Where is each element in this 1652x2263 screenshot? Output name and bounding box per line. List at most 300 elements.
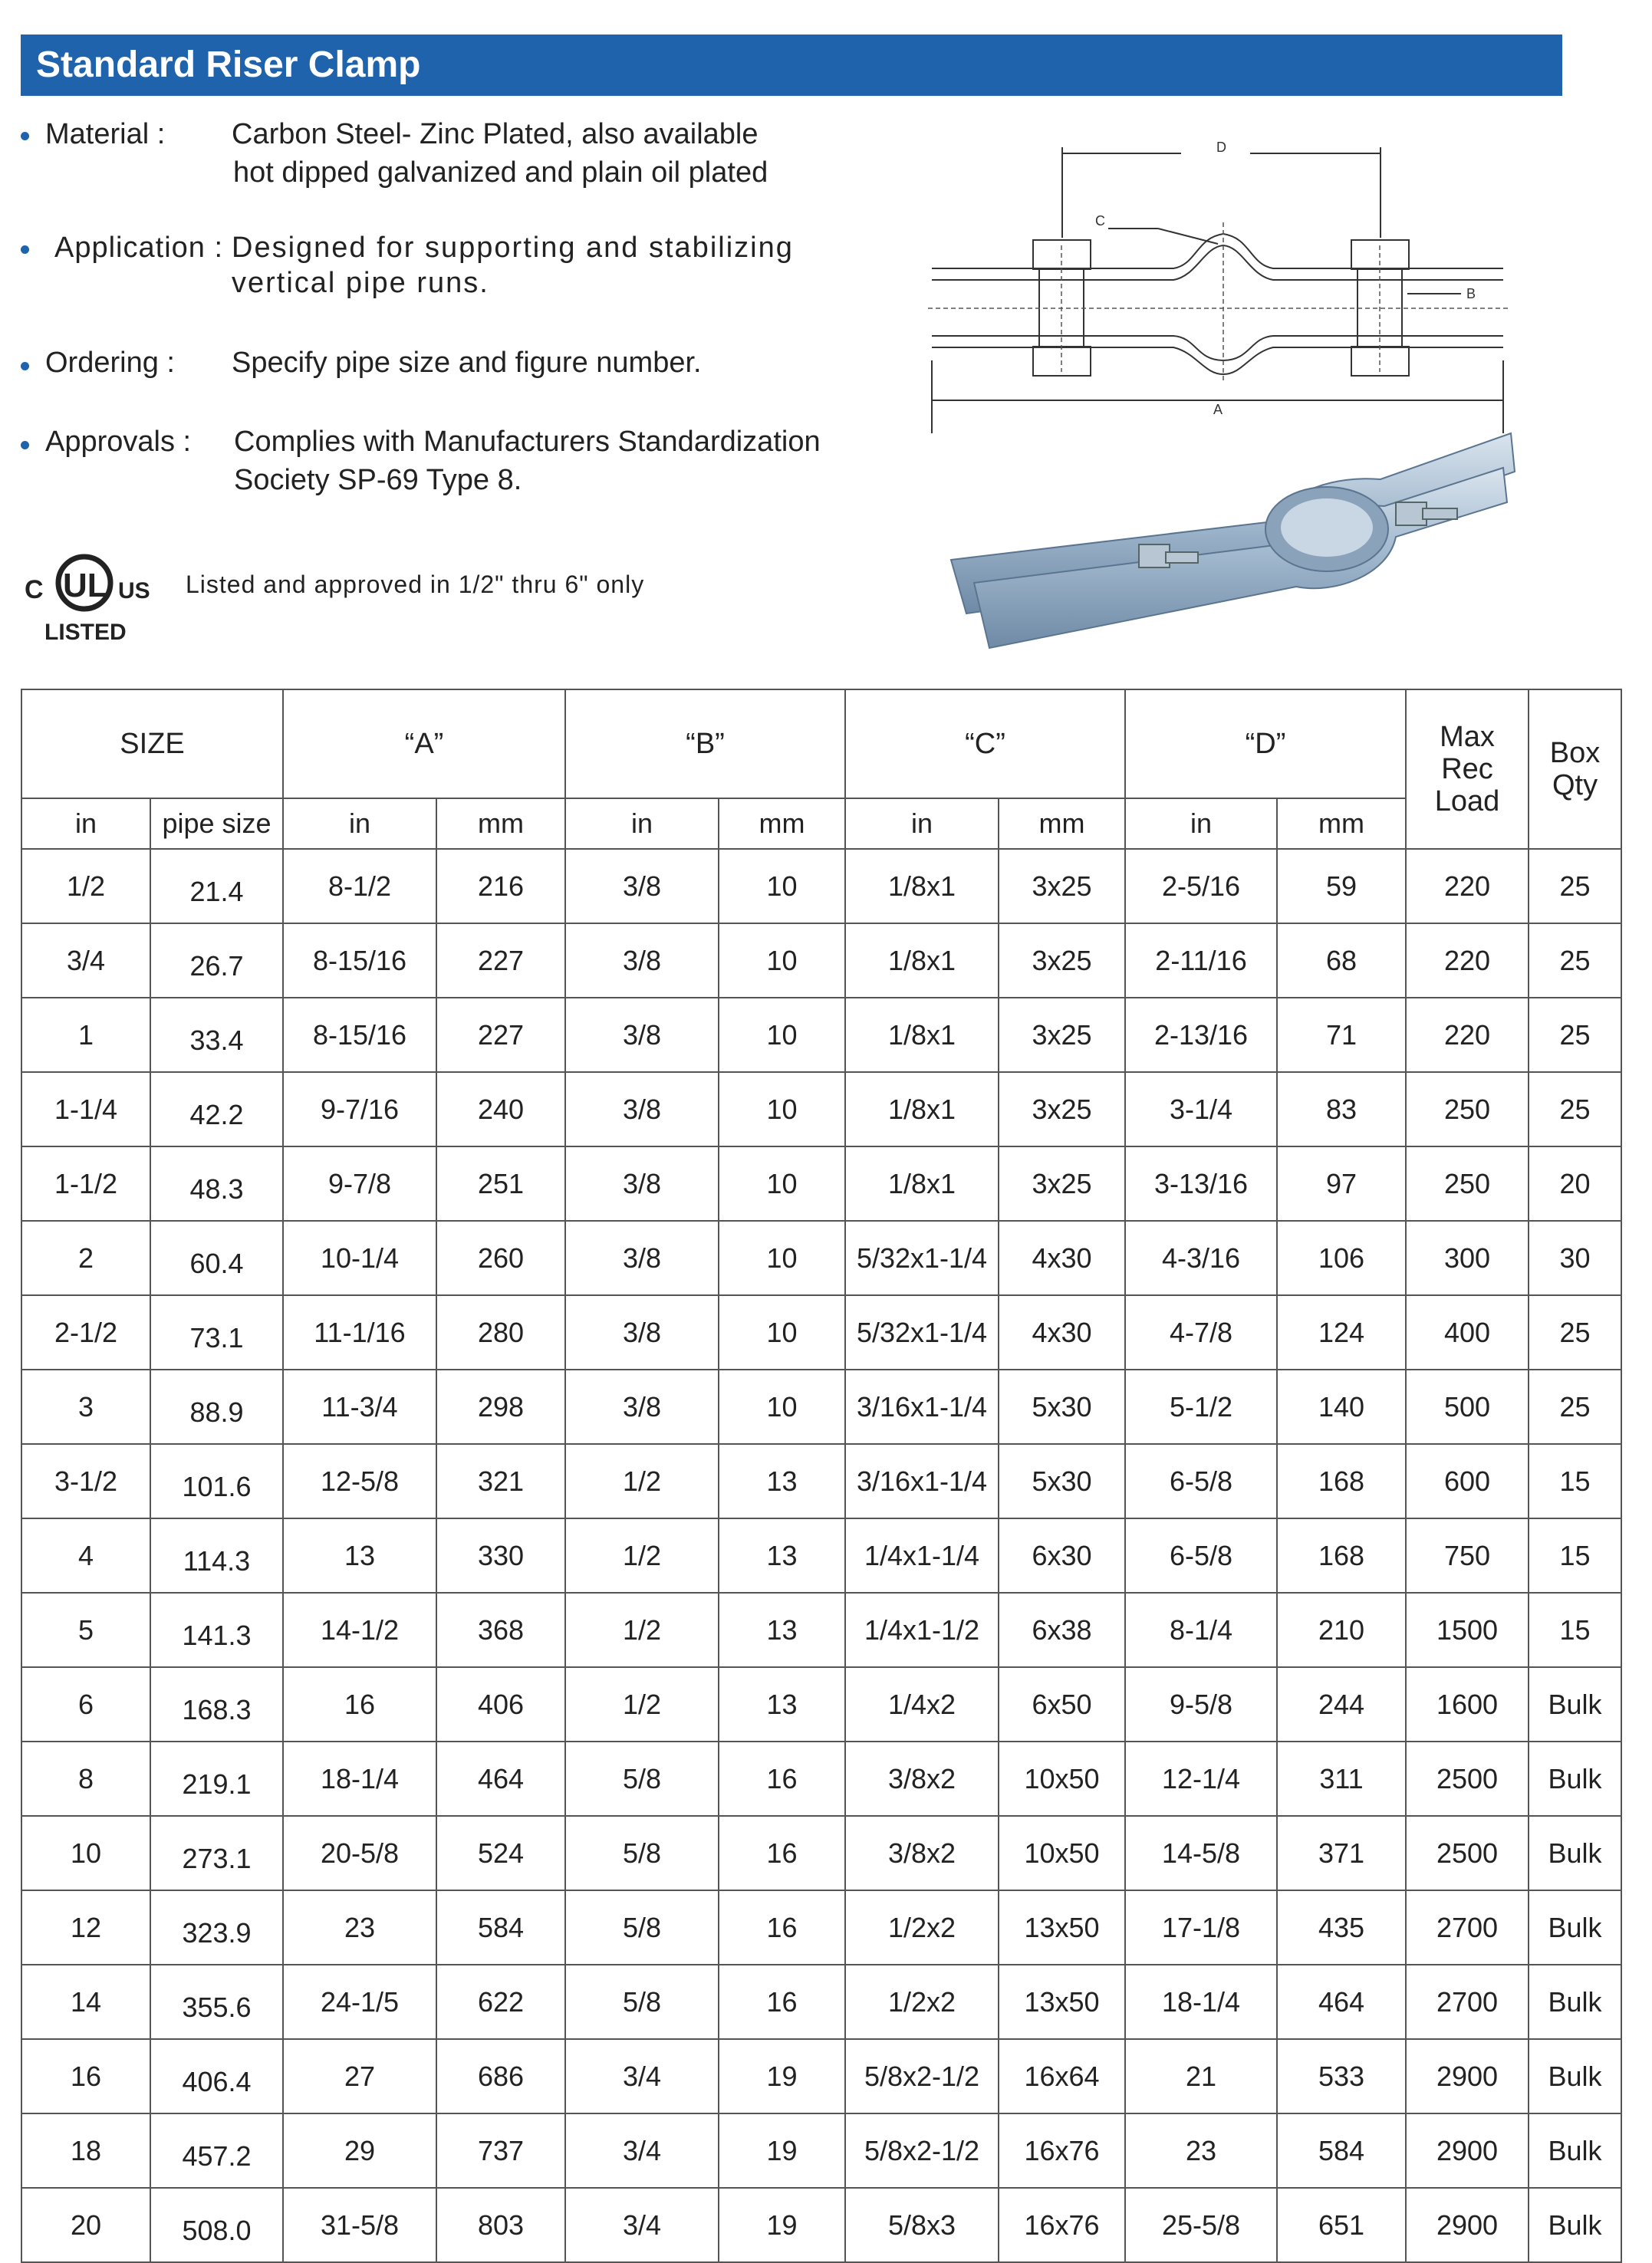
table-cell: 464	[436, 1742, 565, 1816]
table-cell: 97	[1277, 1146, 1406, 1221]
table-row	[21, 1593, 1621, 1667]
table-cell: 4-3/16	[1125, 1221, 1277, 1295]
table-row	[21, 1742, 1621, 1816]
table-cell: 1/8x1	[845, 849, 999, 923]
table-cell: 13	[719, 1444, 845, 1518]
table-cell: 8-1/2	[283, 849, 436, 923]
header-rec-line: Rec	[1441, 753, 1493, 785]
table-cell: 5/32x1-1/4	[845, 1221, 999, 1295]
table-cell: 16	[719, 1890, 845, 1965]
table-cell: 210	[1277, 1593, 1406, 1667]
table-cell: 10	[719, 849, 845, 923]
table-cell: 16	[719, 1816, 845, 1890]
table-cell: Bulk	[1529, 1816, 1621, 1890]
table-cell: 25	[1529, 998, 1621, 1072]
table-cell: 1/4x2	[845, 1667, 999, 1742]
table-row	[21, 1518, 1621, 1593]
spec-value-line: hot dipped galvanized and plain oil plated	[233, 156, 768, 189]
table-cell: 25	[1529, 1295, 1621, 1370]
table-cell: 5/8x3	[845, 2188, 999, 2262]
table-cell: 406.4	[150, 2039, 283, 2113]
table-cell: 3/8	[565, 1146, 719, 1221]
table-cell: 13x50	[999, 1965, 1125, 2039]
table-cell: 20	[21, 2188, 150, 2262]
table-cell: 371	[1277, 1816, 1406, 1890]
riser-clamp-spec-table	[21, 689, 1622, 2263]
table-cell: 4	[21, 1518, 150, 1593]
table-cell: 8-15/16	[283, 998, 436, 1072]
table-cell: 15	[1529, 1593, 1621, 1667]
table-cell: 48.3	[150, 1146, 283, 1221]
subheader-in: in	[21, 798, 150, 849]
table-cell: 25	[1529, 1072, 1621, 1146]
table-cell: 73.1	[150, 1295, 283, 1370]
spec-value-line: Complies with Manufacturers Standardization	[234, 426, 821, 458]
table-cell: 10x50	[999, 1816, 1125, 1890]
table-cell: 220	[1406, 923, 1529, 998]
subheader-in: in	[845, 798, 999, 849]
table-cell: 13	[719, 1593, 845, 1667]
table-cell: 5	[21, 1593, 150, 1667]
table-cell: 464	[1277, 1965, 1406, 2039]
spec-value-line: vertical pipe runs.	[232, 267, 489, 299]
table-row	[21, 849, 1621, 923]
table-cell: 5x30	[999, 1370, 1125, 1444]
table-cell: 2900	[1406, 2039, 1529, 2113]
table-cell: 14-5/8	[1125, 1816, 1277, 1890]
table-cell: 355.6	[150, 1965, 283, 2039]
header-max-line: Max	[1440, 721, 1495, 753]
table-cell: 10x50	[999, 1742, 1125, 1816]
table-cell: 3-13/16	[1125, 1146, 1277, 1221]
table-cell: 220	[1406, 998, 1529, 1072]
header-a: “A”	[283, 689, 565, 798]
table-cell: 6-5/8	[1125, 1518, 1277, 1593]
table-cell: 2	[21, 1221, 150, 1295]
label-d: D	[1216, 140, 1226, 155]
header-b: “B”	[565, 689, 845, 798]
table-cell: 20-5/8	[283, 1816, 436, 1890]
table-cell: 25-5/8	[1125, 2188, 1277, 2262]
table-cell: 686	[436, 2039, 565, 2113]
table-cell: 19	[719, 2113, 845, 2188]
table-cell: 584	[1277, 2113, 1406, 2188]
table-cell: 227	[436, 998, 565, 1072]
table-cell: 24-1/5	[283, 1965, 436, 2039]
table-cell: 33.4	[150, 998, 283, 1072]
table-cell: 3/8x2	[845, 1816, 999, 1890]
table-cell: 16x76	[999, 2188, 1125, 2262]
table-cell: 6x30	[999, 1518, 1125, 1593]
table-cell: 18-1/4	[283, 1742, 436, 1816]
table-cell: 298	[436, 1370, 565, 1444]
table-cell: 1/8x1	[845, 1146, 999, 1221]
table-cell: 13	[719, 1518, 845, 1593]
table-cell: 3/4	[565, 2188, 719, 2262]
table-cell: 1600	[1406, 1667, 1529, 1742]
table-cell: 21.4	[150, 849, 283, 923]
subheader-in: in	[565, 798, 719, 849]
table-cell: 260	[436, 1221, 565, 1295]
table-cell: 10	[719, 1370, 845, 1444]
table-cell: 59	[1277, 849, 1406, 923]
table-cell: 5-1/2	[1125, 1370, 1277, 1444]
table-cell: 10	[719, 923, 845, 998]
table-cell: 3/4	[565, 2039, 719, 2113]
table-cell: 3/8	[565, 1370, 719, 1444]
table-cell: 29	[283, 2113, 436, 2188]
table-cell: 737	[436, 2113, 565, 2188]
table-cell: 5/8x2-1/2	[845, 2039, 999, 2113]
table-cell: 651	[1277, 2188, 1406, 2262]
table-cell: 1/2x2	[845, 1890, 999, 1965]
table-cell: 524	[436, 1816, 565, 1890]
table-cell: 3	[21, 1370, 150, 1444]
table-cell: 10	[719, 998, 845, 1072]
table-cell: 227	[436, 923, 565, 998]
table-cell: 250	[1406, 1072, 1529, 1146]
subheader-mm: mm	[436, 798, 565, 849]
table-cell: 3/8	[565, 923, 719, 998]
table-cell: 8-1/4	[1125, 1593, 1277, 1667]
table-cell: 216	[436, 849, 565, 923]
table-cell: 5/8	[565, 1965, 719, 2039]
clamp-dimension-diagram	[920, 130, 1519, 437]
table-cell: 31-5/8	[283, 2188, 436, 2262]
ul-listed-text: LISTED	[44, 620, 127, 645]
subheader-mm: mm	[999, 798, 1125, 849]
table-cell: 9-5/8	[1125, 1667, 1277, 1742]
table-cell: 508.0	[150, 2188, 283, 2262]
table-row	[21, 1221, 1621, 1295]
table-cell: 168	[1277, 1444, 1406, 1518]
table-cell: 42.2	[150, 1072, 283, 1146]
table-cell: 14-1/2	[283, 1593, 436, 1667]
table-row	[21, 1072, 1621, 1146]
table-cell: 20	[1529, 1146, 1621, 1221]
table-cell: 4x30	[999, 1221, 1125, 1295]
table-cell: 5/32x1-1/4	[845, 1295, 999, 1370]
table-cell: 10	[719, 1072, 845, 1146]
table-cell: 18-1/4	[1125, 1965, 1277, 2039]
title-bar	[21, 35, 1562, 96]
table-cell: 13x50	[999, 1890, 1125, 1965]
table-cell: 457.2	[150, 2113, 283, 2188]
table-cell: 273.1	[150, 1816, 283, 1890]
table-cell: 330	[436, 1518, 565, 1593]
table-cell: 3/8	[565, 1221, 719, 1295]
table-cell: 1/2	[565, 1593, 719, 1667]
table-row	[21, 1295, 1621, 1370]
table-cell: 1-1/2	[21, 1146, 150, 1221]
table-cell: 21	[1125, 2039, 1277, 2113]
table-cell: 3/8	[565, 849, 719, 923]
table-cell: 406	[436, 1667, 565, 1742]
table-cell: 10	[21, 1816, 150, 1890]
table-cell: 10	[719, 1221, 845, 1295]
table-cell: 280	[436, 1295, 565, 1370]
table-cell: 3-1/4	[1125, 1072, 1277, 1146]
table-cell: 1/2	[565, 1667, 719, 1742]
spec-value-line: Specify pipe size and figure number.	[232, 347, 702, 379]
table-cell: 114.3	[150, 1518, 283, 1593]
label-b: B	[1466, 286, 1476, 301]
table-body	[21, 849, 1621, 2262]
spec-label: Approvals :	[45, 426, 192, 458]
table-cell: 1/4x1-1/4	[845, 1518, 999, 1593]
spec-label: Ordering :	[45, 347, 175, 379]
table-cell: 3/4	[565, 2113, 719, 2188]
table-cell: 6-5/8	[1125, 1444, 1277, 1518]
header-d: “D”	[1125, 689, 1406, 798]
header-qty-line: Qty	[1552, 769, 1598, 801]
ul-ul-text: UL	[63, 567, 108, 604]
table-cell: 3x25	[999, 923, 1125, 998]
subheader-in: in	[283, 798, 436, 849]
table-cell: 1/8x1	[845, 998, 999, 1072]
table-cell: 3/8x2	[845, 1742, 999, 1816]
bullet-icon	[21, 132, 29, 140]
table-cell: 83	[1277, 1072, 1406, 1146]
table-cell: 88.9	[150, 1370, 283, 1444]
table-cell: 3/16x1-1/4	[845, 1444, 999, 1518]
table-cell: 803	[436, 2188, 565, 2262]
table-cell: 30	[1529, 1221, 1621, 1295]
table-cell: 68	[1277, 923, 1406, 998]
header-load-line: Load	[1434, 785, 1500, 817]
page-title: Standard Riser Clamp	[36, 44, 421, 85]
table-row	[21, 1890, 1621, 1965]
table-cell: 3x25	[999, 1146, 1125, 1221]
bullet-icon	[21, 245, 29, 254]
table-cell: 6x38	[999, 1593, 1125, 1667]
table-cell: 2500	[1406, 1816, 1529, 1890]
table-cell: Bulk	[1529, 2113, 1621, 2188]
table-cell: 2-11/16	[1125, 923, 1277, 998]
table-cell: 3/16x1-1/4	[845, 1370, 999, 1444]
table-cell: 600	[1406, 1444, 1529, 1518]
table-cell: 3/8	[565, 1295, 719, 1370]
table-cell: 2700	[1406, 1965, 1529, 2039]
table-cell: 9-7/8	[283, 1146, 436, 1221]
table-cell: 2500	[1406, 1742, 1529, 1816]
table-cell: 2700	[1406, 1890, 1529, 1965]
table-row	[21, 2039, 1621, 2113]
spec-label: Material :	[45, 118, 166, 150]
bullet-icon	[21, 362, 29, 370]
spec-value-line: Carbon Steel- Zinc Plated, also available	[232, 118, 759, 150]
table-cell: 12-5/8	[283, 1444, 436, 1518]
table-cell: 240	[436, 1072, 565, 1146]
table-cell: 244	[1277, 1667, 1406, 1742]
table-cell: 219.1	[150, 1742, 283, 1816]
table-cell: 18	[21, 2113, 150, 2188]
table-cell: 3/8	[565, 998, 719, 1072]
spec-value-line: Designed for supporting and stabilizing	[232, 232, 794, 264]
table-cell: 1/2	[565, 1518, 719, 1593]
table-cell: 23	[283, 1890, 436, 1965]
table-cell: 584	[436, 1890, 565, 1965]
table-cell: 16x76	[999, 2113, 1125, 2188]
table-cell: 1/4x1-1/2	[845, 1593, 999, 1667]
table-cell: 2900	[1406, 2188, 1529, 2262]
table-cell: 400	[1406, 1295, 1529, 1370]
table-cell: 140	[1277, 1370, 1406, 1444]
ul-note: Listed and approved in 1/2" thru 6" only	[186, 571, 645, 598]
table-cell: 10	[719, 1295, 845, 1370]
table-cell: 1500	[1406, 1593, 1529, 1667]
table-cell: 6	[21, 1667, 150, 1742]
table-cell: 27	[283, 2039, 436, 2113]
table-cell: 8-15/16	[283, 923, 436, 998]
table-cell: 251	[436, 1146, 565, 1221]
table-cell: 11-3/4	[283, 1370, 436, 1444]
header-max-rec-load	[1406, 689, 1529, 849]
table-cell: 1/2x2	[845, 1965, 999, 2039]
table-cell: 16	[719, 1742, 845, 1816]
riser-clamp-picture	[936, 429, 1519, 659]
table-cell: 26.7	[150, 923, 283, 998]
table-cell: 14	[21, 1965, 150, 2039]
table-cell: 5/8x2-1/2	[845, 2113, 999, 2188]
table-cell: 101.6	[150, 1444, 283, 1518]
table-cell: Bulk	[1529, 1965, 1621, 2039]
table-cell: 2900	[1406, 2113, 1529, 2188]
table-cell: 124	[1277, 1295, 1406, 1370]
ul-c-text: C	[25, 575, 44, 604]
table-cell: 12-1/4	[1125, 1742, 1277, 1816]
table-cell: 6x50	[999, 1667, 1125, 1742]
table-cell: 25	[1529, 849, 1621, 923]
table-row	[21, 923, 1621, 998]
table-row	[21, 1667, 1621, 1742]
subheader-in: in	[1125, 798, 1277, 849]
table-cell: 1/2	[21, 849, 150, 923]
table-row	[21, 2113, 1621, 2188]
table-cell: 4x30	[999, 1295, 1125, 1370]
table-cell: 16	[283, 1667, 436, 1742]
table-cell: 23	[1125, 2113, 1277, 2188]
table-cell: 5/8	[565, 1890, 719, 1965]
table-cell: 19	[719, 2039, 845, 2113]
table-row	[21, 998, 1621, 1072]
table-cell: 1	[21, 998, 150, 1072]
table-cell: 2-13/16	[1125, 998, 1277, 1072]
table-cell: 1/2	[565, 1444, 719, 1518]
table-cell: Bulk	[1529, 2188, 1621, 2262]
table-cell: 323.9	[150, 1890, 283, 1965]
subheader-mm: mm	[719, 798, 845, 849]
table-cell: 60.4	[150, 1221, 283, 1295]
table-cell: 16x64	[999, 2039, 1125, 2113]
table-cell: 15	[1529, 1518, 1621, 1593]
table-cell: Bulk	[1529, 2039, 1621, 2113]
table-cell: 10	[719, 1146, 845, 1221]
table-cell: 533	[1277, 2039, 1406, 2113]
table-cell: 9-7/16	[283, 1072, 436, 1146]
table-cell: 71	[1277, 998, 1406, 1072]
table-cell: Bulk	[1529, 1890, 1621, 1965]
table-cell: 750	[1406, 1518, 1529, 1593]
table-cell: 17-1/8	[1125, 1890, 1277, 1965]
label-c: C	[1095, 213, 1105, 229]
table-cell: 10-1/4	[283, 1221, 436, 1295]
table-cell: 25	[1529, 923, 1621, 998]
spec-label: Application :	[54, 232, 224, 264]
header-size: SIZE	[21, 689, 283, 798]
table-cell: 4-7/8	[1125, 1295, 1277, 1370]
bullet-icon	[21, 441, 29, 449]
table-cell: 19	[719, 2188, 845, 2262]
table-cell: 2-5/16	[1125, 849, 1277, 923]
table-cell: 11-1/16	[283, 1295, 436, 1370]
header-box-line: Box	[1549, 737, 1601, 769]
table-cell: 622	[436, 1965, 565, 2039]
table-cell: 1-1/4	[21, 1072, 150, 1146]
table-cell: 12	[21, 1890, 150, 1965]
table-cell: 3x25	[999, 849, 1125, 923]
table-cell: 3/4	[21, 923, 150, 998]
table-cell: 500	[1406, 1370, 1529, 1444]
table-cell: 16	[719, 1965, 845, 2039]
table-cell: 3x25	[999, 1072, 1125, 1146]
table-cell: 311	[1277, 1742, 1406, 1816]
table-cell: 13	[719, 1667, 845, 1742]
subheader-mm: mm	[1277, 798, 1406, 849]
table-cell: 3-1/2	[21, 1444, 150, 1518]
table-cell: Bulk	[1529, 1742, 1621, 1816]
table-row	[21, 1370, 1621, 1444]
table-cell: 1/8x1	[845, 1072, 999, 1146]
label-a: A	[1213, 402, 1223, 417]
table-cell: 13	[283, 1518, 436, 1593]
subheader-pipe-size: pipe size	[150, 798, 283, 849]
table-cell: 16	[21, 2039, 150, 2113]
table-cell: 368	[436, 1593, 565, 1667]
table-cell: 435	[1277, 1890, 1406, 1965]
table-cell: 106	[1277, 1221, 1406, 1295]
ul-listed-logo	[23, 546, 153, 646]
table-cell: 3/8	[565, 1072, 719, 1146]
table-cell: 250	[1406, 1146, 1529, 1221]
table-row	[21, 2188, 1621, 2262]
table-cell: 2-1/2	[21, 1295, 150, 1370]
table-cell: 8	[21, 1742, 150, 1816]
table-cell: 1/8x1	[845, 923, 999, 998]
table-cell: 3x25	[999, 998, 1125, 1072]
spec-value-line: Society SP-69 Type 8.	[234, 464, 522, 496]
table-cell: 5/8	[565, 1742, 719, 1816]
table-cell: 5x30	[999, 1444, 1125, 1518]
table-row	[21, 1444, 1621, 1518]
header-c: “C”	[845, 689, 1125, 798]
table-cell: 321	[436, 1444, 565, 1518]
table-cell: 220	[1406, 849, 1529, 923]
table-cell: 141.3	[150, 1593, 283, 1667]
table-cell: 25	[1529, 1370, 1621, 1444]
table-row	[21, 1816, 1621, 1890]
ul-us-text: US	[118, 578, 150, 604]
table-cell: 15	[1529, 1444, 1621, 1518]
table-cell: 168	[1277, 1518, 1406, 1593]
table-cell: 300	[1406, 1221, 1529, 1295]
table-row	[21, 1965, 1621, 2039]
header-box-qty	[1529, 689, 1621, 849]
table-cell: 5/8	[565, 1816, 719, 1890]
table-cell: Bulk	[1529, 1667, 1621, 1742]
table-row	[21, 1146, 1621, 1221]
table-cell: 168.3	[150, 1667, 283, 1742]
